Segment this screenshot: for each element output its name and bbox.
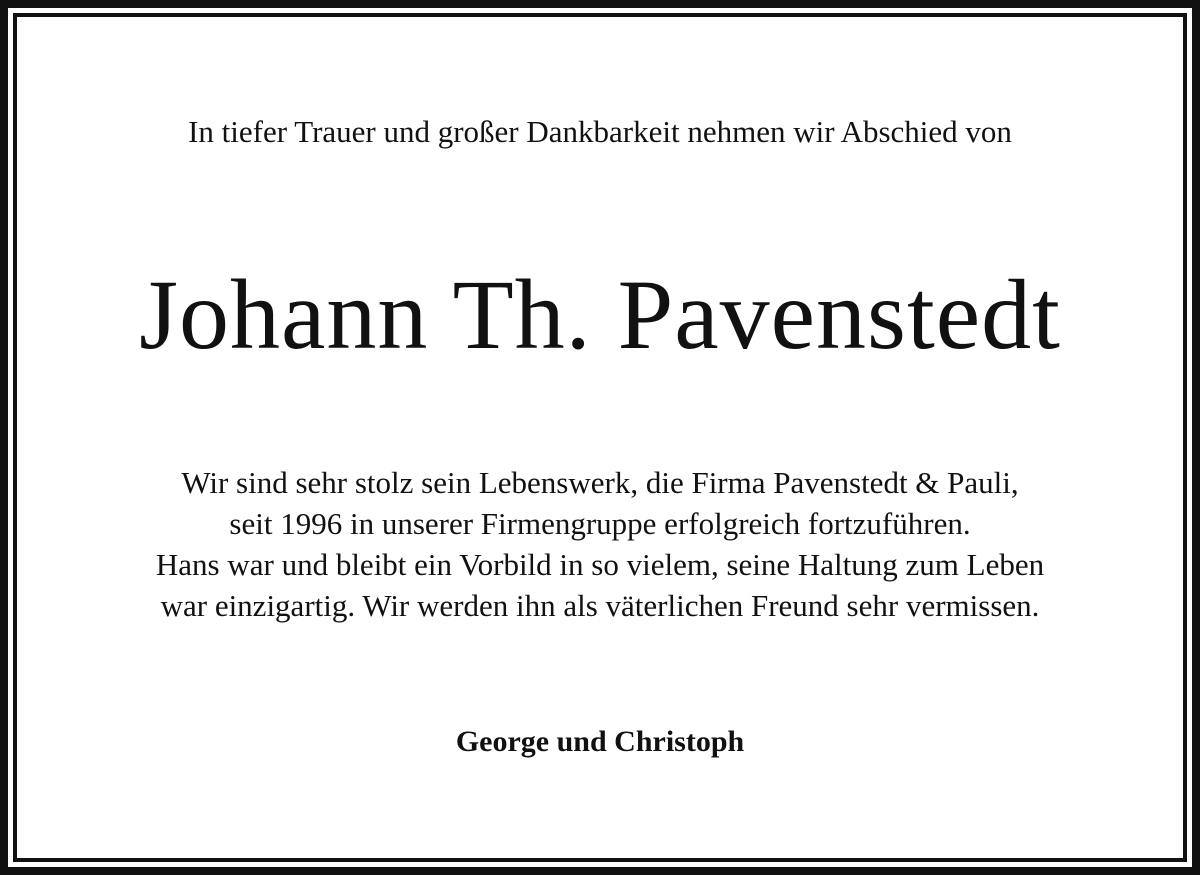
deceased-name: Johann Th. Pavenstedt [139,259,1061,370]
tribute-line: Wir sind sehr stolz sein Lebenswerk, die Firma Pavenstedt & Pauli, [181,465,1019,500]
intro-text: In tiefer Trauer und großer Dankbarkeit nehmen wir Abschied von [188,114,1012,149]
tribute-line: war einzigartig. Wir werden ihn als väterlichen Freund sehr vermissen. [160,588,1040,623]
tribute-line: seit 1996 in unserer Firmengruppe erfolgreich fortzuführen. [229,506,971,541]
tribute-line: Hans war und bleibt ein Vorbild in so vielem, seine Haltung zum Leben [155,547,1045,582]
signature: George und Christoph [455,725,745,758]
tribute-text [0,462,1200,626]
